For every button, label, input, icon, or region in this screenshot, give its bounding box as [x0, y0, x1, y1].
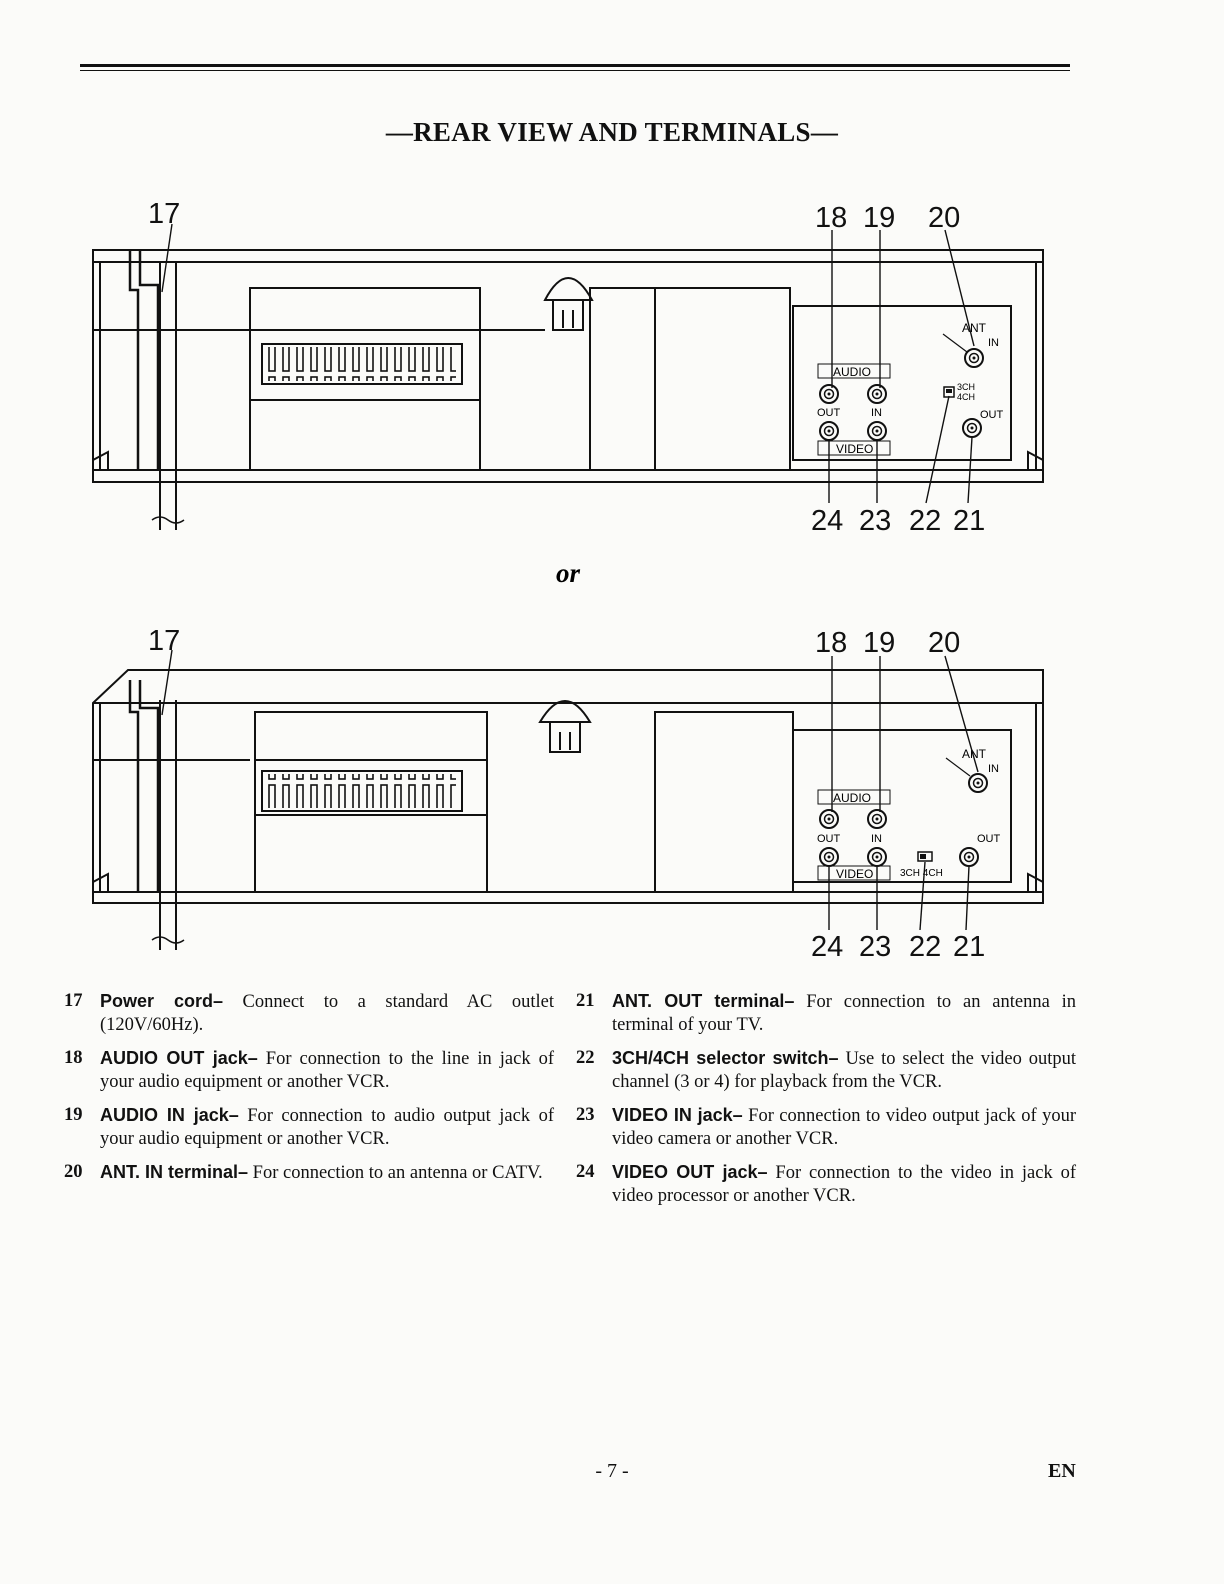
ant-out-label-a: OUT [980, 409, 1004, 421]
video-label-a: VIDEO [836, 442, 874, 456]
item-desc: Use to select the video output channel (3 or 4) for playback from the VCR. [612, 1049, 1076, 1092]
item-number: 22 [576, 1048, 595, 1068]
item-number: 17 [64, 991, 83, 1011]
desc-item-18 [64, 1047, 554, 1094]
audio-label-b: AUDIO [833, 791, 872, 805]
ch3-label-a: 3CH [957, 382, 976, 392]
desc-item-22 [576, 1047, 1076, 1094]
item-desc: Connect to a standard AC outlet (120V/60Hz). [100, 992, 554, 1035]
ch34-label-b: 3CH 4CH [900, 868, 943, 879]
callout-24-b: 24 [811, 931, 844, 963]
video-out-jack-b [820, 848, 838, 866]
callout-17-a: 17 [148, 198, 181, 230]
ant-label-b: ANT [962, 747, 986, 761]
item-number: 21 [576, 991, 595, 1011]
audio-out-jack-b [820, 810, 838, 828]
ant-label-a: ANT [962, 321, 986, 335]
language-tag: EN [1048, 1460, 1076, 1482]
top-rule [80, 64, 1070, 67]
callout-24-a: 24 [811, 505, 844, 537]
desc-item-19 [64, 1104, 554, 1151]
item-desc: For connection to the line in jack of your audio equipment or another VCR. [100, 1049, 554, 1092]
ch4-label-a: 4CH [957, 392, 976, 402]
descriptions-left-column [64, 990, 554, 1195]
video-label-b: VIDEO [836, 867, 874, 881]
item-term: Power cord– [100, 991, 223, 1011]
callout-20-b: 20 [928, 627, 961, 659]
audio-label-a: AUDIO [833, 365, 872, 379]
ant-out-label-b: OUT [977, 833, 1001, 845]
callout-22-a: 22 [909, 505, 942, 537]
out-label-a: OUT [817, 407, 841, 419]
callout-20-a: 20 [928, 202, 961, 234]
callout-21-b: 21 [953, 931, 986, 963]
item-desc: For connection to an antenna in terminal of your TV. [612, 992, 1077, 1035]
item-desc: For connection to an antenna or CATV. [252, 1163, 543, 1183]
video-out-jack-a [820, 422, 838, 440]
in-label-b: IN [988, 763, 999, 775]
callout-21-a: 21 [953, 505, 986, 537]
item-term: ANT. OUT terminal– [612, 991, 795, 1011]
desc-item-21 [576, 990, 1076, 1037]
desc-item-17 [64, 990, 554, 1037]
audio-out-jack-a [820, 385, 838, 403]
descriptions-right-column [576, 990, 1076, 1218]
ant-in-terminal-b [969, 774, 987, 792]
item-term: ANT. IN terminal– [100, 1162, 249, 1182]
item-term: VIDEO OUT jack– [612, 1162, 768, 1182]
item-term: VIDEO IN jack– [612, 1105, 743, 1125]
item-number: 23 [576, 1105, 595, 1125]
callout-22-b: 22 [909, 931, 942, 963]
item-desc: For connection to the video in jack of video processor or another VCR. [612, 1163, 1077, 1206]
callout-19-a: 19 [863, 202, 896, 234]
video-in-jack-a [868, 422, 886, 440]
or-separator: or [556, 558, 581, 588]
ant-out-terminal-b [960, 848, 978, 866]
item-number: 20 [64, 1162, 83, 1182]
terminal-block-a [817, 321, 1004, 456]
out-label-b: OUT [817, 833, 841, 845]
ant-in-terminal-a [965, 349, 983, 367]
desc-item-24 [576, 1161, 1076, 1208]
audio-in-jack-b [868, 810, 886, 828]
item-number: 18 [64, 1048, 83, 1068]
callout-23-b: 23 [859, 931, 892, 963]
in-label-a: IN [988, 337, 999, 349]
rear-view-diagram [0, 185, 1224, 965]
callout-18-b: 18 [815, 627, 848, 659]
item-term: AUDIO IN jack– [100, 1105, 239, 1125]
item-term: 3CH/4CH selector switch– [612, 1048, 839, 1068]
item-number: 19 [64, 1105, 83, 1125]
terminal-block-b [817, 747, 1001, 881]
callout-23-a: 23 [859, 505, 892, 537]
desc-item-20 [64, 1161, 554, 1185]
desc-item-23 [576, 1104, 1076, 1151]
audio-in-jack-a [868, 385, 886, 403]
callout-17-b: 17 [148, 625, 181, 657]
jack-in-label-a: IN [871, 407, 882, 419]
item-term: AUDIO OUT jack– [100, 1048, 258, 1068]
video-in-jack-b [868, 848, 886, 866]
callout-18-a: 18 [815, 202, 848, 234]
item-number: 24 [576, 1162, 595, 1182]
page-title: —REAR VIEW AND TERMINALS— [385, 117, 839, 147]
callout-19-b: 19 [863, 627, 896, 659]
page-number: - 7 - [595, 1460, 629, 1482]
vcr-rear-panel-a [93, 250, 1043, 482]
ant-out-terminal-a [963, 419, 981, 437]
top-rule-thin [80, 70, 1070, 71]
jack-in-label-b: IN [871, 833, 882, 845]
item-desc: For connection to audio output jack of your audio equipment or another VCR. [100, 1106, 555, 1149]
item-desc: For connection to video output jack of your video camera or another VCR. [612, 1106, 1077, 1149]
